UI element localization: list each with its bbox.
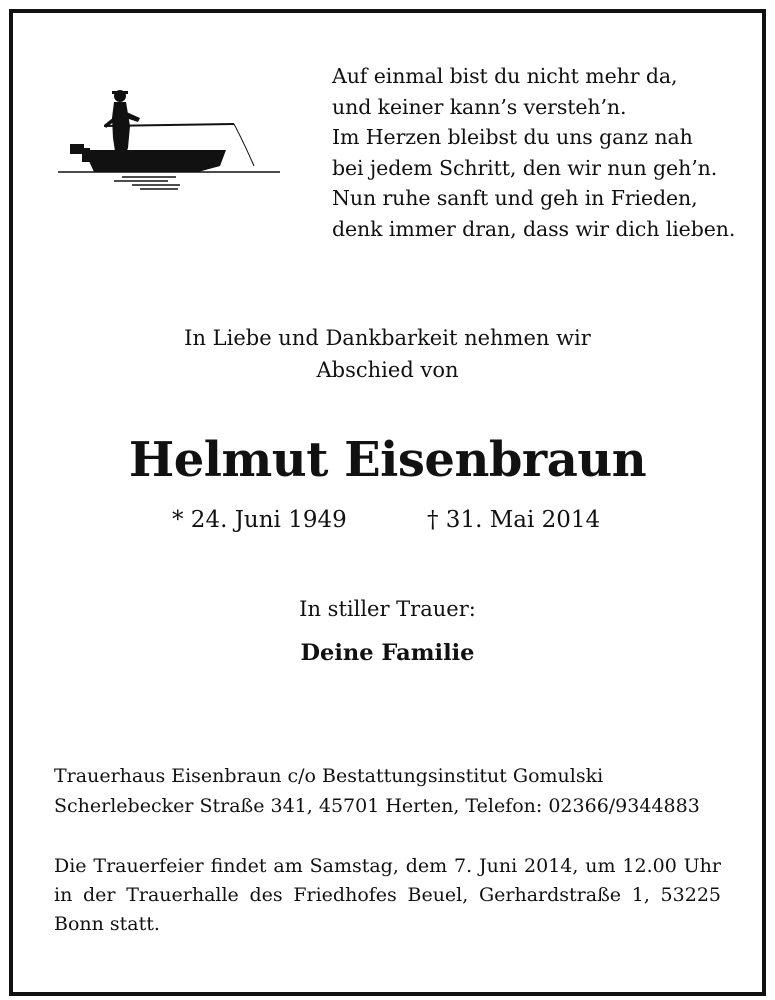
service-line: Die Trauerfeier findet am Samstag, dem 7. Juni 2014, um 12.00 Uhr xyxy=(54,855,721,877)
poem-line: und keiner kann’s versteh’n. xyxy=(332,94,627,119)
contact-address xyxy=(54,761,724,821)
deceased-name: Helmut Eisenbraun xyxy=(128,432,647,488)
fisherman-in-boat-icon xyxy=(58,88,280,192)
mourning-label: In stiller Trauer: xyxy=(299,597,476,621)
poem-line: denk immer dran, dass wir dich lieben. xyxy=(332,216,736,241)
poem-line: Im Herzen bleibst du uns ganz nah xyxy=(332,125,693,150)
poem-line: bei jedem Schritt, den wir nun geh’n. xyxy=(332,155,718,180)
death-date: † 31. Mai 2014 xyxy=(427,507,601,533)
farewell-intro xyxy=(0,322,775,386)
poem xyxy=(332,61,742,245)
service-line: Bonn statt. xyxy=(54,913,160,935)
contact-line: Trauerhaus Eisenbraun c/o Bestattungsinstitut Gomulski xyxy=(54,765,604,787)
poem-line: Nun ruhe sanft und geh in Frieden, xyxy=(332,186,698,211)
farewell-intro-line: Abschied von xyxy=(316,358,459,382)
funeral-service-info xyxy=(54,852,721,939)
contact-line: Scherlebecker Straße 341, 45701 Herten, Telefon: 02366/9344883 xyxy=(54,795,700,817)
family-signature: Deine Familie xyxy=(300,640,475,666)
farewell-intro-line: In Liebe und Dankbarkeit nehmen wir xyxy=(184,326,591,350)
poem-line: Auf einmal bist du nicht mehr da, xyxy=(332,64,678,88)
birth-date: * 24. Juni 1949 xyxy=(172,507,347,533)
service-line: in der Trauerhalle des Friedhofes Beuel, Gerhardstraße 1, 53225 xyxy=(54,884,721,906)
